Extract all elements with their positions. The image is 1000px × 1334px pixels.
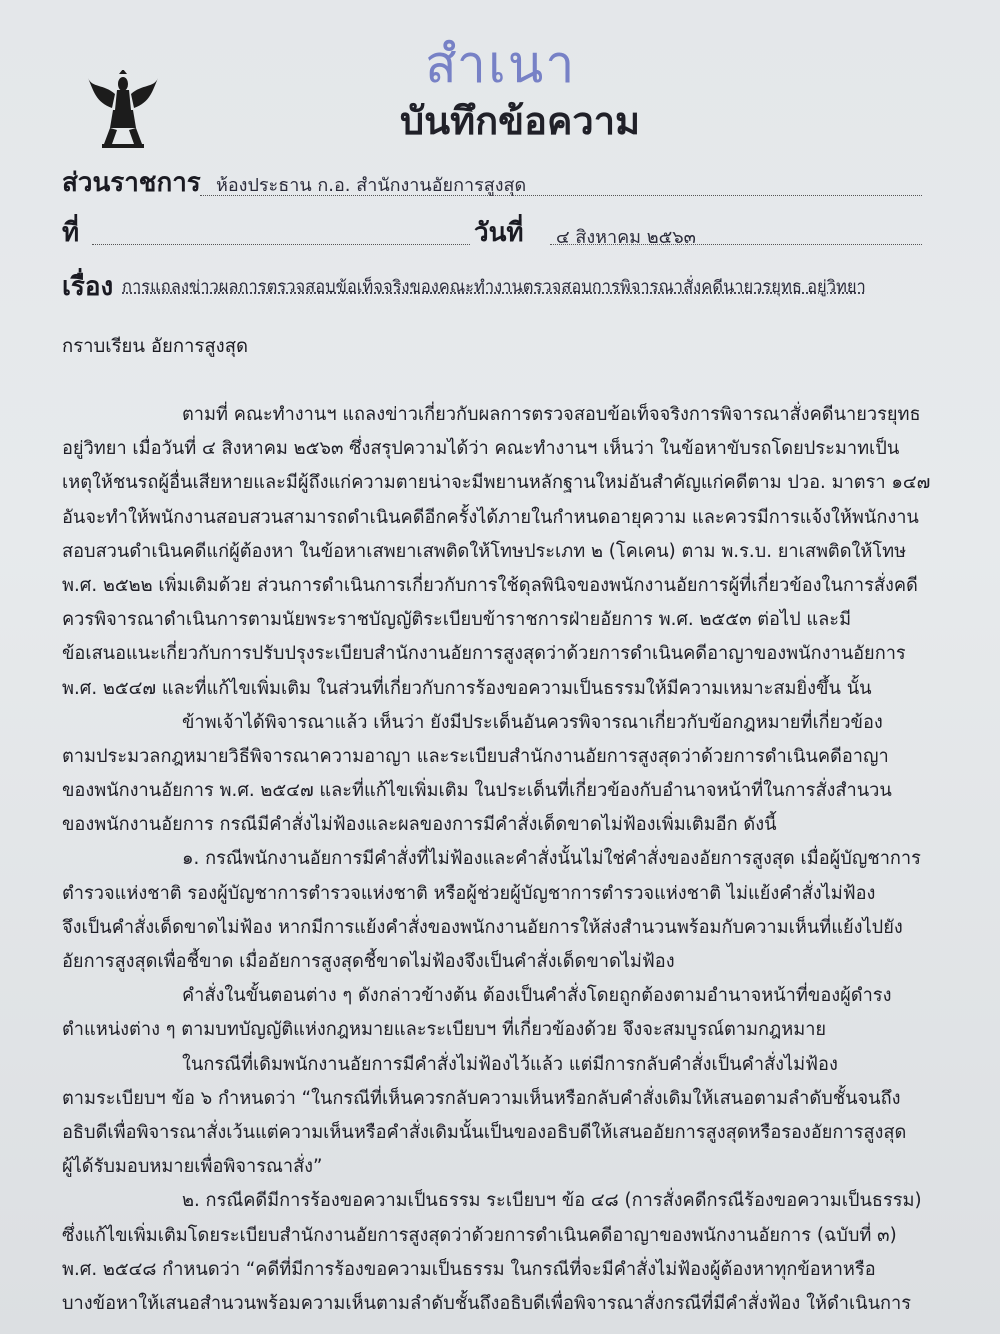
body-line: บางข้อหาให้เสนอสำนวนพร้อมความเห็นตามลำดับชั้นถึงอธิบดีเพื่อพิจารณาสั่งกรณีที่มีคำสั่งฟ้อง ให้ดำเนินการ	[62, 1292, 912, 1314]
agency-value: ห้องประธาน ก.อ. สำนักงานอัยการสูงสุด	[216, 175, 527, 196]
date-value-wrap	[556, 222, 696, 251]
salutation-wrap	[62, 332, 248, 361]
body-line: ของพนักงานอัยการ พ.ศ. ๒๕๔๗ และที่แก้ไขเพิ่มเติม ในประเด็นที่เกี่ยวข้องกับอำนาจหน้าที่ในการสั่งสำนวน	[62, 780, 892, 802]
body-line: ตามระเบียบฯ ข้อ ๖ กำหนดว่า “ในกรณีที่เห็นควรกลับความเห็นหรือกลับคำสั่งเดิมให้เสนอตามลำดับชั้นจนถึง	[62, 1087, 901, 1109]
subject-value-wrap	[122, 274, 944, 300]
body-line: พ.ศ. ๒๕๔๘ กำหนดว่า “คดีที่มีการร้องขอความเป็นธรรม ในกรณีที่จะมีคำสั่งไม่ฟ้องผู้ต้องหาทุกข้อหาหรือ	[62, 1258, 876, 1280]
ref-label: ที่	[62, 218, 80, 248]
date-label: วันที่	[474, 218, 524, 248]
body-line: พ.ศ. ๒๕๔๗ และที่แก้ไขเพิ่มเติม ในส่วนที่เกี่ยวกับการร้องขอความเป็นธรรมให้มีความเหมาะสมยิ่งขึ้น นั้น	[62, 677, 872, 699]
body-line: ตำแหน่งต่าง ๆ ตามบทบัญญัติแห่งกฎหมายและระเบียบฯ ที่เกี่ยวข้องด้วย จึงจะสมบูรณ์ตามกฎหมาย	[62, 1019, 827, 1041]
body-line: ผู้ได้รับมอบหมายเพื่อพิจารณาสั่ง”	[62, 1156, 323, 1178]
body-line: พ.ศ. ๒๕๒๒ เพิ่มเติมด้วย ส่วนการดำเนินการเกี่ยวกับการใช้ดุลพินิจของพนักงานอัยการผู้ที่เกี่ยวข้องในการสั่งคดี	[62, 574, 918, 596]
body-line: ๑. กรณีพนักงานอัยการมีคำสั่งที่ไม่ฟ้องและคำสั่งนั้นไม่ใช่คำสั่งของอัยการสูงสุด เมื่อผู้บัญชาการ	[182, 848, 921, 870]
subject-row	[62, 266, 113, 307]
memo-body	[62, 398, 942, 1321]
date-dotline	[550, 244, 922, 245]
agency-dotline	[200, 195, 922, 196]
date-label-wrap	[474, 212, 524, 253]
body-line: อธิบดีเพื่อพิจารณาสั่งเว้นแต่ความเห็นหรือคำสั่งเดิมนั้นเป็นของอธิบดีให้เสนออัยการสูงสุดหรือรองอัยการสูงสุด	[62, 1121, 907, 1143]
body-line: คำสั่งในขั้นตอนต่าง ๆ ดังกล่าวข้างต้น ต้องเป็นคำสั่งโดยถูกต้องตามอำนาจหน้าที่ของผู้ดำรง	[182, 985, 892, 1007]
body-line: ข้อเสนอแนะเกี่ยวกับการปรับปรุงระเบียบสำนักงานอัยการสูงสุดว่าด้วยการดำเนินคดีอาญาของพนักงานอัยการ	[62, 643, 906, 665]
body-line: ตามที่ คณะทำงานฯ แถลงข่าวเกี่ยวกับผลการตรวจสอบข้อเท็จจริงการพิจารณาสั่งคดีนายวรยุทธ	[182, 404, 921, 425]
garuda-emblem-icon	[84, 70, 162, 150]
agency-row	[62, 162, 201, 203]
salutation: กราบเรียน อัยการสูงสุด	[62, 336, 249, 357]
body-line: ควรพิจารณาดำเนินการตามนัยพระราชบัญญัติระเบียบข้าราชการฝ่ายอัยการ พ.ศ. ๒๕๕๓ ต่อไป และมี	[62, 609, 852, 631]
subject-label: เรื่อง	[62, 272, 114, 302]
body-line: เหตุให้ชนรถผู้อื่นเสียหายและมีผู้ถึงแก่ความตายน่าจะมีพยานหลักฐานใหม่อันสำคัญแก่คดีตาม ปวอ. มาตรา ๑๔๗	[62, 472, 931, 494]
ref-dotline	[92, 244, 470, 245]
body-line: อันจะทำให้พนักงานสอบสวนสามารถดำเนินคดีอีกครั้งได้ภายในกำหนดอายุความ และควรมีการแจ้งให้พนักงาน	[62, 506, 919, 528]
copy-stamp: สำเนา	[425, 35, 577, 95]
body-line: สอบสวนดำเนินคดีแก่ผู้ต้องหา ในข้อหาเสพยาเสพติดให้โทษประเภท ๒ (โคเคน) ตาม พ.ร.บ. ยาเสพติดให้โทษ	[62, 540, 907, 562]
ref-row	[62, 212, 79, 253]
body-line: ๒. กรณีคดีมีการร้องขอความเป็นธรรม ระเบียบฯ ข้อ ๔๘ (การสั่งคดีกรณีร้องขอความเป็นธรรม)	[182, 1190, 922, 1212]
body-line: ของพนักงานอัยการ กรณีมีคำสั่งไม่ฟ้องและผลของการมีคำสั่งเด็ดขาดไม่ฟ้องเพิ่มเติมอีก ดังนี้	[62, 814, 777, 836]
body-line: ข้าพเจ้าได้พิจารณาแล้ว เห็นว่า ยังมีประเด็นอันควรพิจารณาเกี่ยวกับข้อกฎหมายที่เกี่ยวข้อง	[182, 711, 883, 733]
body-line: จึงเป็นคำสั่งเด็ดขาดไม่ฟ้อง หากมีการแย้งคำสั่งของพนักงานอัยการให้ส่งสำนวนพร้อมกับความเห็นที่แย้งไปยัง	[62, 916, 903, 938]
memo-title: บันทึกข้อความ	[400, 99, 641, 143]
body-line: ตำรวจแห่งชาติ รองผู้บัญชาการตำรวจแห่งชาติ หรือผู้ช่วยผู้บัญชาการตำรวจแห่งชาติ ไม่แย้งคำสั่งไม่ฟ้อง	[62, 882, 876, 904]
body-line: อยู่วิทยา เมื่อวันที่ ๔ สิงหาคม ๒๕๖๓ ซึ่งสรุปความได้ว่า คณะทำงานฯ เห็นว่า ในข้อหาขับรถโดยประมาทเป็น	[62, 438, 900, 460]
agency-label: ส่วนราชการ	[62, 168, 201, 198]
subject-value: การแถลงข่าวผลการตรวจสอบข้อเท็จจริงของคณะทำงานตรวจสอบการพิจารณาสั่งคดีนายวรยุทธ อยู่วิทยา	[122, 277, 866, 296]
body-line: ตามประมวลกฎหมายวิธีพิจารณาความอาญา และระเบียบสำนักงานอัยการสูงสุดว่าด้วยการดำเนินคดีอาญา	[62, 745, 889, 767]
date-value: ๔ สิงหาคม ๒๕๖๓	[556, 227, 696, 248]
body-line: ในกรณีที่เดิมพนักงานอัยการมีคำสั่งไม่ฟ้องไว้แล้ว แต่มีการกลับคำสั่งเป็นคำสั่งไม่ฟ้อง	[182, 1053, 838, 1075]
body-line: อัยการสูงสุดเพื่อชี้ขาด เมื่ออัยการสูงสุดชี้ขาดไม่ฟ้องจึงเป็นคำสั่งเด็ดขาดไม่ฟ้อง	[62, 951, 675, 972]
body-line: ซึ่งแก้ไขเพิ่มเติมโดยระเบียบสำนักงานอัยการสูงสุดว่าด้วยการดำเนินคดีอาญาของพนักงานอัยการ (ฉบับที่ ๓)	[62, 1224, 897, 1246]
